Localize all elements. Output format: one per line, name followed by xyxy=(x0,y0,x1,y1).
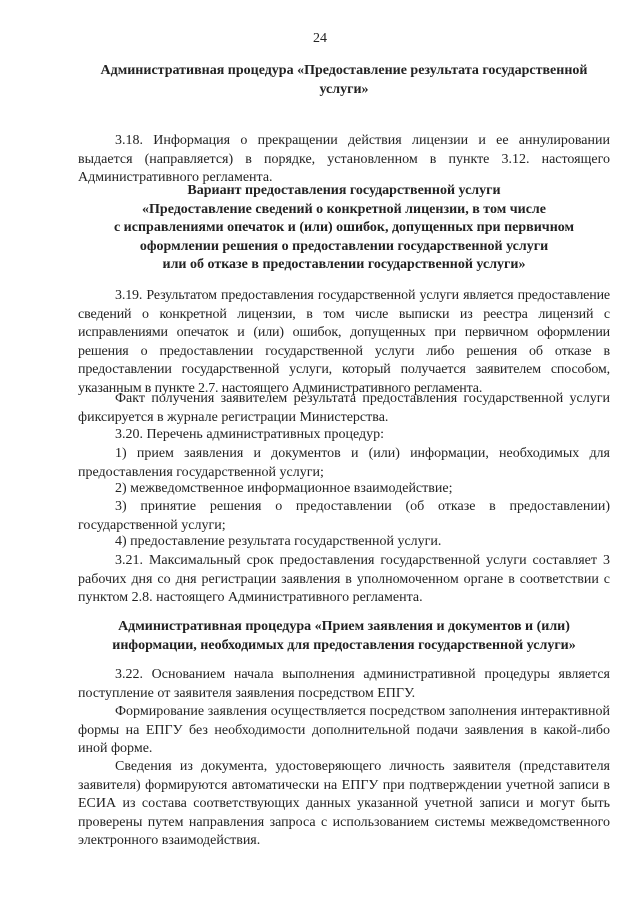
list-item-4: 4) предоставление результата государственной услуги. xyxy=(115,534,442,549)
section-heading-variant xyxy=(70,182,618,275)
list-item-3: 3) принятие решения о предоставлении (об отказе в предоставлении) государственной услуги; xyxy=(78,499,610,533)
section-heading-result-provision: Административная процедура «Предоставление результата государственной услуги» xyxy=(100,63,588,97)
paragraph-3-18: 3.18. Информация о прекращении действия лицензии и ее аннулировании выдается (направляется) в порядке, установленном в пункте 3.12. настоящего Административного регламента. xyxy=(78,133,610,185)
paragraph-3-20: 3.20. Перечень административных процедур: xyxy=(115,427,384,442)
heading-line: «Предоставление сведений о конкретной лицензии, в том числе xyxy=(142,201,546,217)
section-heading-application-intake: Административная процедура «Прием заявления и документов и (или) информации, необходимых для предоставления государственной услуги» xyxy=(112,619,576,653)
heading-line: с исправлениями опечаток и (или) ошибок, допущенных при первичном xyxy=(113,220,575,235)
heading-line: оформлении решения о предоставлении государственной услуги xyxy=(139,238,549,254)
paragraph-identity-data: Сведения из документа, удостоверяющего личность заявителя (представителя заявителя) формируются автоматически на ЕПГУ при подтверждении учетной записи в ЕСИА из состава соответствующих данных указанной учетной записи и могут быть проверены путем направления запроса с использованием системы межведомственного электронного взаимодействия. xyxy=(78,759,610,848)
paragraph-3-21: 3.21. Максимальный срок предоставления государственной услуги составляет 3 рабочих дня со дня регистрации заявления в уполномоченном органе в соответствии с пунктом 2.8. настоящего Административного регламента. xyxy=(78,553,610,605)
heading-line: Вариант предоставления государственной услуги xyxy=(187,183,501,198)
paragraph-fact-receipt: Факт получения заявителем результата предоставления государственной услуги фиксируется в журнале регистрации Министерства. xyxy=(78,391,610,425)
page-number: 24 xyxy=(313,31,327,46)
list-item-1: 1) прием заявления и документов и (или) информации, необходимых для предоставления государственной услуги; xyxy=(78,446,610,480)
paragraph-form-filling: Формирование заявления осуществляется посредством заполнения интерактивной формы на ЕПГУ без необходимости дополнительной подачи заявления в какой-либо иной форме. xyxy=(78,704,610,756)
paragraph-3-19: 3.19. Результатом предоставления государственной услуги является предоставление сведений о конкретной лицензии, в том числе выписки из реестра лицензий с исправлениями опечаток и (или) ошибок, допущенных при первичном оформлении решения о предоставлении государственной услуги либо решения об отказе в предоставлении государственной услуги, который получается заявителем способом, указанным в пункте 2.7. настоящего Административного регламента. xyxy=(78,288,610,396)
list-item-2: 2) межведомственное информационное взаимодействие; xyxy=(115,481,453,496)
heading-line: или об отказе в предоставлении государственной услуги» xyxy=(162,257,526,272)
paragraph-3-22: 3.22. Основанием начала выполнения административной процедуры является поступление от заявителя заявления посредством ЕПГУ. xyxy=(78,667,610,701)
